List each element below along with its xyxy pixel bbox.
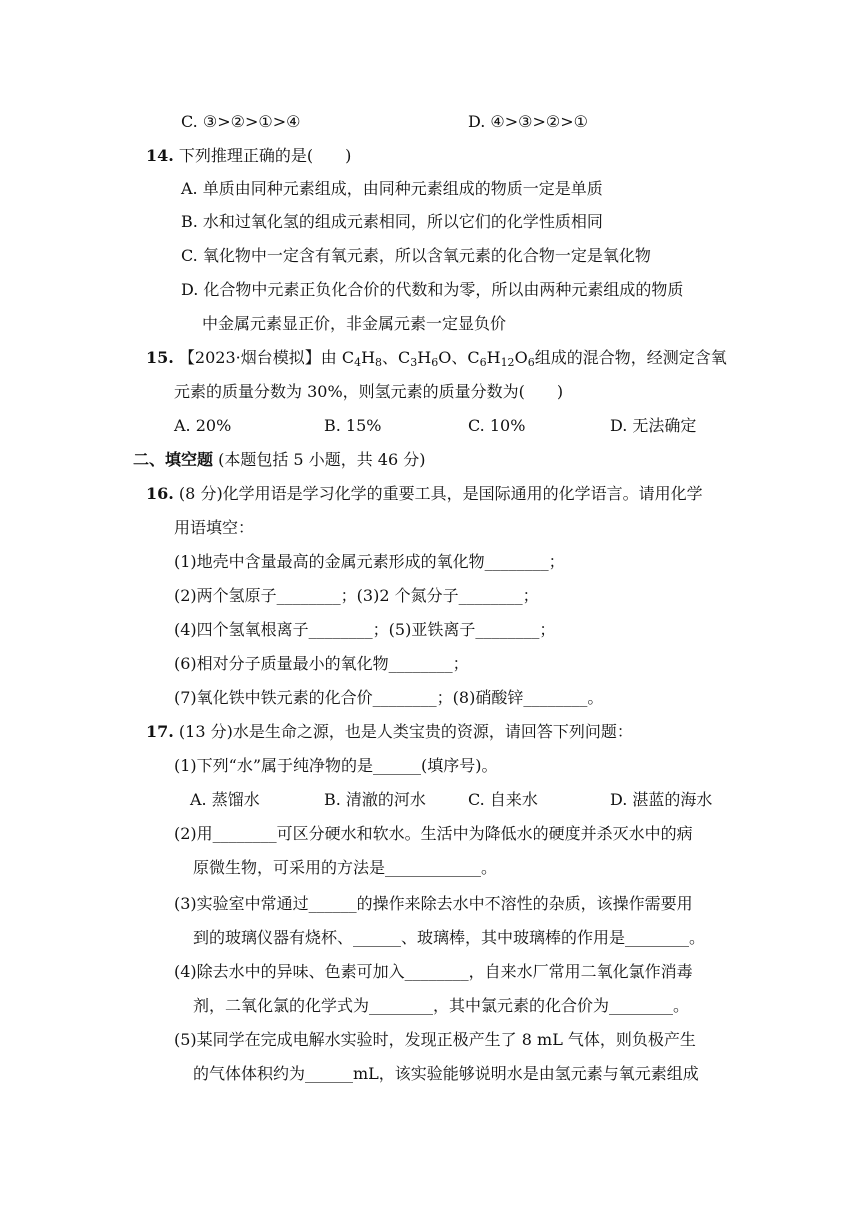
q14-option-d-line1: D. 化合物中元素正负化合价的代数和为零，所以由两种元素组成的物质 [181,280,684,299]
section-note: (本题包括 5 小题，共 46 分) [213,450,426,469]
q16-number: 16. [146,484,174,503]
q15-option-c: C. 10% [468,416,526,435]
q15-sub: 12 [500,356,515,369]
q17-part-3-line2: 到的玻璃仪器有烧杯、______、玻璃棒，其中玻璃棒的作用是________。 [193,928,706,947]
q15-text: H [417,348,432,367]
q15-sub: 6 [479,356,487,369]
q17-part-3-line1: (3)实验室中常通过______的操作来除去水中不溶性的杂质，该操作需要用 [174,894,693,913]
q16-item-4: (6)相对分子质量最小的氧化物________； [174,654,469,673]
q16-stem [146,483,703,505]
q16-item-3: (4)四个氢氧根离子________；(5)亚铁离子________； [174,620,556,639]
q15-sub: 6 [527,356,535,369]
q17-option-c: C. 自来水 [468,790,538,809]
q15-text: O、C [438,348,480,367]
q17-part-4-line2: 剂，二氧化氯的化学式为________，其中氯元素的化合价为________。 [193,996,690,1015]
q17-part-1: (1)下列“水”属于纯净物的是______(填序号)。 [174,756,498,775]
q13-option-c: C. ③>②>①>④ [181,112,301,131]
q14-option-d-line2: 中金属元素显正价，非金属元素一定显负价 [202,314,507,333]
q17-part-2-line2: 原微生物，可采用的方法是____________。 [193,858,498,877]
q15-sub: 4 [354,356,362,369]
q14-option-b: B. 水和过氧化氢的组成元素相同，所以它们的化学性质相同 [181,212,603,231]
q15-pre: 【2023·烟台模拟】由 C [173,348,355,367]
q17-part-5-line2: 的气体体积约为______mL，该实验能够说明水是由氢元素与氧元素组成 [193,1064,699,1083]
q14-number: 14. [146,146,174,165]
q14-stem-text: 下列推理正确的是( ) [173,146,352,165]
q16-stem-text: (8 分)化学用语是学习化学的重要工具，是国际通用的化学语言。请用化学 [173,484,703,503]
q15-stem [146,347,727,369]
q15-sub: 3 [410,356,418,369]
q15-option-b: B. 15% [324,416,382,435]
q17-part-2-line1: (2)用________可区分硬水和软水。生活中为降低水的硬度并杀灭水中的病 [174,824,693,843]
q14-stem [146,145,351,167]
q16-stem-line2: 用语填空： [174,518,255,537]
q16-item-1: (1)地壳中含量最高的金属元素形成的氧化物________； [174,552,565,571]
section-heading [133,449,425,471]
q17-option-b: B. 清澈的河水 [324,790,426,809]
q17-option-a: A. 蒸馏水 [190,790,260,809]
q17-number: 17. [146,722,174,741]
q15-text: 、C [382,348,411,367]
q15-text: H [361,348,376,367]
q15-option-d: D. 无法确定 [610,416,697,435]
q17-stem [146,721,633,743]
q15-post: 组成的混合物，经测定含氧 [534,348,727,367]
q15-sub: 6 [431,356,439,369]
q14-option-a: A. 单质由同种元素组成，由同种元素组成的物质一定是单质 [181,179,603,198]
q17-part-4-line1: (4)除去水中的异味、色素可加入________，自来水厂常用二氧化氯作消毒 [174,962,693,981]
q15-text: O [514,348,528,367]
q17-option-d: D. 湛蓝的海水 [610,790,713,809]
section-title: 二、填空题 [133,450,214,469]
q14-option-c: C. 氧化物中一定含有氧元素，所以含氧元素的化合物一定是氧化物 [181,246,651,265]
q16-item-5: (7)氧化铁中铁元素的化合价________；(8)硝酸锌________。 [174,688,604,707]
q17-part-5-line1: (5)某同学在完成电解水实验时，发现正极产生了 8 mL 气体，则负极产生 [174,1030,696,1049]
q17-stem-text: (13 分)水是生命之源，也是人类宝贵的资源，请回答下列问题： [173,722,633,741]
q15-stem-line2: 元素的质量分数为 30%，则氢元素的质量分数为( ) [174,382,564,401]
q15-option-a: A. 20% [174,416,232,435]
q16-item-2: (2)两个氢原子________；(3)2 个氮分子________； [174,586,539,605]
q15-sub: 8 [375,356,383,369]
q15-number: 15. [146,348,174,367]
q13-option-d: D. ④>③>②>① [468,112,589,131]
q15-text: H [486,348,501,367]
